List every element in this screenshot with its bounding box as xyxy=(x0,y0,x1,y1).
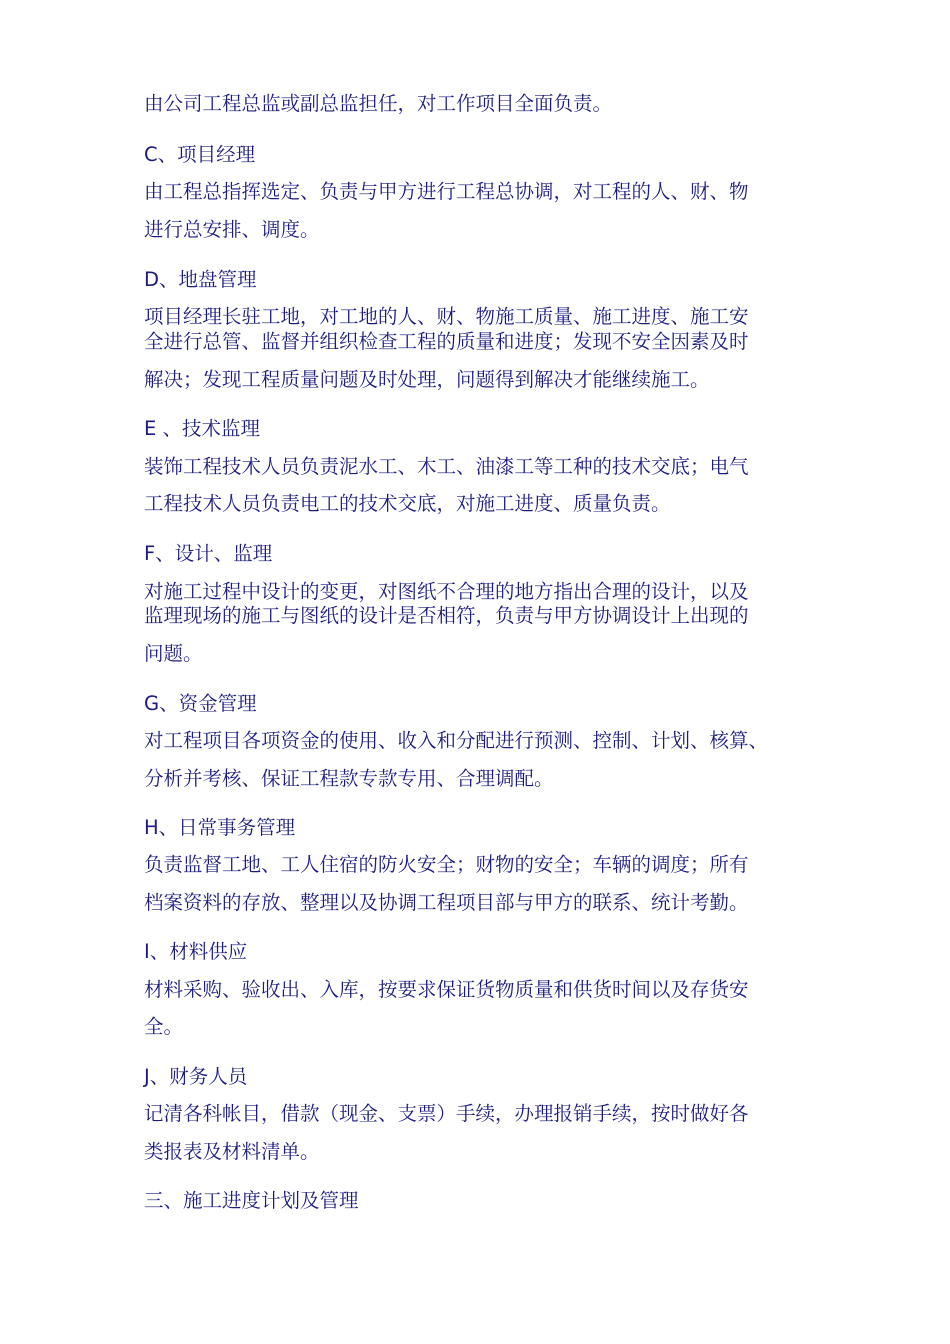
paragraph-line: 负责监督工地、工人住宿的防火安全；财物的安全；车辆的调度；所有 xyxy=(144,853,749,876)
paragraph-line: 解决；发现工程质量问题及时处理，问题得到解决才能继续施工。 xyxy=(144,368,710,391)
paragraph-line: 分析并考核、保证工程款专款专用、合理调配。 xyxy=(144,767,554,790)
section-heading-d: D、地盘管理 xyxy=(144,268,257,291)
section-heading-f: F、设计、监理 xyxy=(144,542,273,565)
section-heading-i: I、材料供应 xyxy=(144,940,248,963)
paragraph-line: 材料采购、验收出、入库，按要求保证货物质量和供货时间以及存货安 xyxy=(144,978,749,1001)
paragraph-line: 由公司工程总监或副总监担任，对工作项目全面负责。 xyxy=(144,92,613,115)
chapter-heading: 三、施工进度计划及管理 xyxy=(144,1189,359,1212)
paragraph-line: 记清各科帐目，借款（现金、支票）手续，办理报销手续，按时做好各 xyxy=(144,1102,749,1125)
section-heading-c: C、项目经理 xyxy=(144,143,256,166)
paragraph-line: 问题。 xyxy=(144,642,203,665)
paragraph-line: 对施工过程中设计的变更，对图纸不合理的地方指出合理的设计，以及 xyxy=(144,580,749,603)
paragraph-line: 项目经理长驻工地，对工地的人、财、物施工质量、施工进度、施工安 xyxy=(144,305,749,328)
paragraph-line: 工程技术人员负责电工的技术交底，对施工进度、质量负责。 xyxy=(144,492,671,515)
paragraph-line: 类报表及材料清单。 xyxy=(144,1140,320,1163)
paragraph-line: 进行总安排、调度。 xyxy=(144,218,320,241)
paragraph-line: 对工程项目各项资金的使用、收入和分配进行预测、控制、计划、核算、 xyxy=(144,729,769,752)
section-heading-h: H、日常事务管理 xyxy=(144,816,296,839)
section-heading-e: E 、技术监理 xyxy=(144,417,261,440)
paragraph-line: 全。 xyxy=(144,1015,184,1038)
paragraph-line: 由工程总指挥选定、负责与甲方进行工程总协调，对工程的人、财、物 xyxy=(144,180,749,203)
section-heading-j: J、财务人员 xyxy=(144,1065,248,1088)
section-heading-g: G、资金管理 xyxy=(144,692,257,715)
paragraph-line: 档案资料的存放、整理以及协调工程项目部与甲方的联系、统计考勤。 xyxy=(144,891,749,914)
paragraph-line: 全进行总管、监督并组织检查工程的质量和进度；发现不安全因素及时 xyxy=(144,330,749,353)
paragraph-line: 装饰工程技术人员负责泥水工、木工、油漆工等工种的技术交底；电气 xyxy=(144,455,749,478)
paragraph-line: 监理现场的施工与图纸的设计是否相符，负责与甲方协调设计上出现的 xyxy=(144,604,749,627)
